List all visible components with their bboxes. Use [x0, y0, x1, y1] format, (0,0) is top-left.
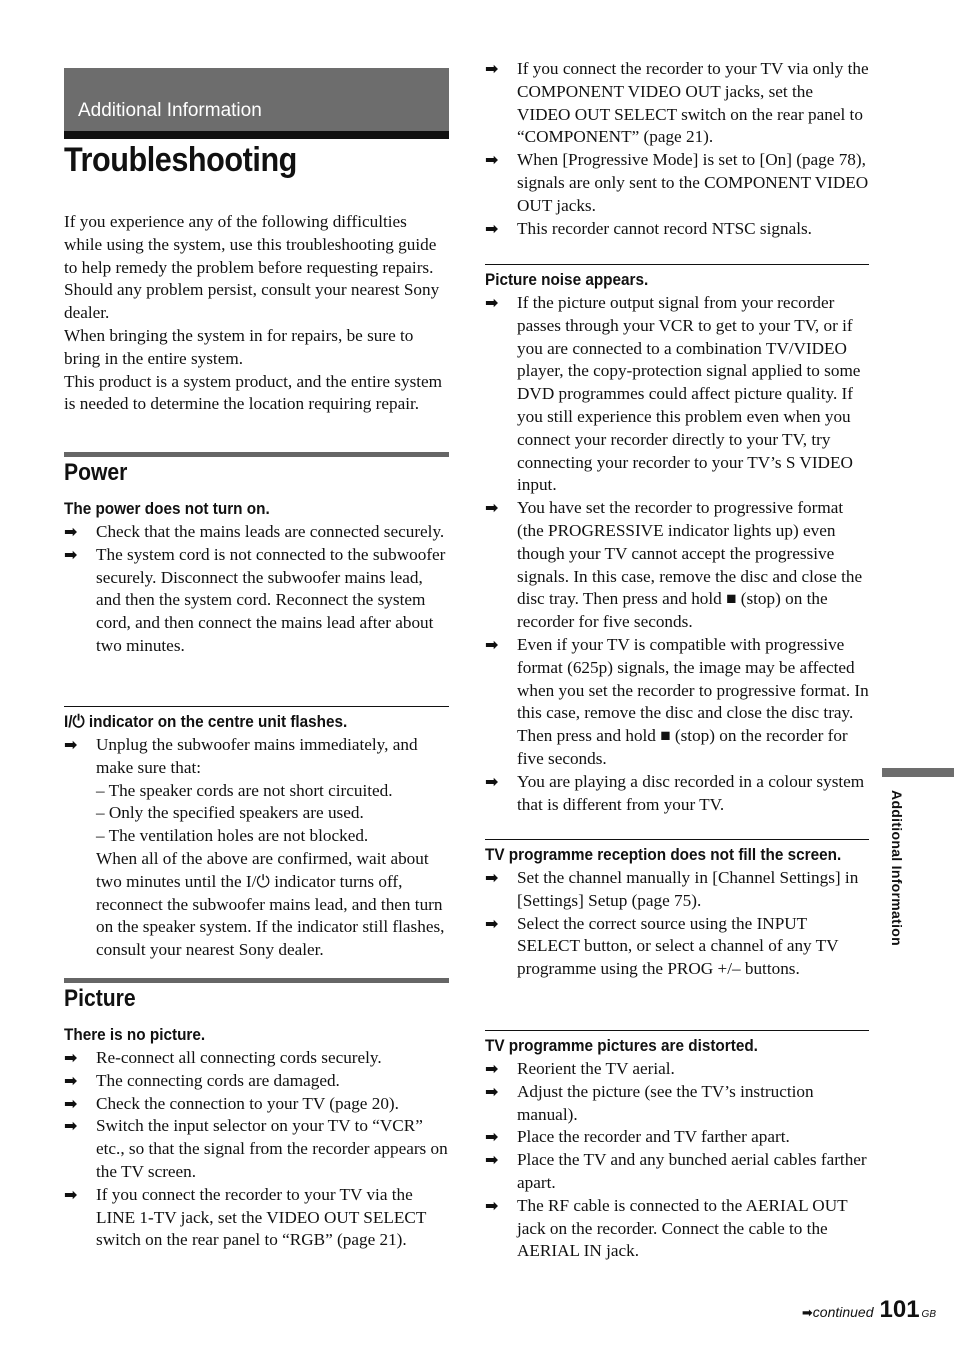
arrow-icon: ➡	[64, 522, 78, 541]
bullet-item: ➡ Place the TV and any bunched aerial cables farther apart.	[485, 1150, 867, 1192]
page-footer	[802, 1296, 936, 1324]
arrow-icon: ➡	[485, 634, 499, 654]
arrow-icon: ➡	[485, 771, 499, 791]
arrow-icon: ➡	[485, 293, 499, 312]
bullet-item: ➡ Check the connection to your TV (page 20).	[64, 1093, 449, 1116]
bullet-item: ➡ If you connect the recorder to your TV via only the COMPONENT VIDEO OUT jacks, set the VIDEO OUT SELECT switch on the rear panel to “COMPONENT” (page 21).	[485, 59, 869, 147]
bullet-item: ➡ Reorient the TV aerial.	[485, 1058, 869, 1081]
issue-title: Picture noise appears.	[485, 270, 649, 289]
bullet-item: ➡ You are playing a disc recorded in a colour system that is different from your TV.	[485, 771, 865, 814]
picture-issue-no-picture	[64, 1023, 449, 1252]
follow-up-text: When all of the above are confirmed, wait about two minutes until the I/⏻ indicator turns off, reconnect the subwoofer mains lead, and then turn on the speaker system. If the indicator still flashes, consult your nearest Sony dealer.	[96, 848, 445, 960]
side-tab-label: Additional Information	[889, 790, 905, 946]
arrow-icon: ➡	[485, 498, 499, 518]
intro-paragraph: If you experience any of the following difficulties while using the system, use this troubleshooting guide to help remedy the problem before requesting repairs. Should any problem persist, consult your nearest Sony dealer.	[64, 212, 440, 323]
power-heading-text: Power	[64, 459, 128, 486]
arrow-icon: ➡	[801, 1306, 813, 1321]
bullet-item: ➡ If the picture output signal from your recorder passes through your VCR to get to your TV, or if you are connected to a combination TV/VIDEO player, the copy-protection signal applied to some DVD programmes could affect picture quality. If you still experience this problem even when you connect your recorder directly to your TV, try connecting your recorder to your TV’s S VIDEO input.	[485, 293, 861, 495]
arrow-icon: ➡	[485, 1195, 499, 1215]
arrow-icon: ➡	[485, 868, 499, 887]
dash-item: – The ventilation holes are not blocked.	[96, 826, 369, 846]
picture-issue-no-picture-cont	[485, 58, 869, 240]
intro-paragraph: This product is a system product, and the entire system is needed to determine the location requiring repair.	[64, 371, 443, 414]
arrow-icon: ➡	[64, 735, 78, 754]
issue-title: The power does not turn on.	[64, 499, 270, 518]
bullet-item: ➡ Switch the input selector on your TV to “VCR” etc., so that the signal from the recorder appears on the TV screen.	[64, 1116, 448, 1181]
bullet-item: ➡ If you connect the recorder to your TV via the LINE 1-TV jack, set the VIDEO OUT SELECT switch on the rear panel to “RGB” (page 21).	[64, 1184, 427, 1250]
arrow-icon: ➡	[64, 1070, 78, 1090]
power-heading	[64, 452, 449, 487]
dash-item: – Only the specified speakers are used.	[96, 803, 364, 823]
bullet-item: ➡ Even if your TV is compatible with progressive format (625p) signals, the image may be affected when you set the recorder to progressive format. In this case, remove the disc and close the disc tray. Then press and hold ■ (stop) on the recorder for five seconds.	[485, 634, 869, 768]
bullet-item: ➡ This recorder cannot record NTSC signals.	[485, 218, 869, 241]
continued-label: continued	[812, 1304, 874, 1320]
issue-title: I/⏻ indicator on the centre unit flashes.	[64, 712, 348, 731]
arrow-icon: ➡	[485, 913, 499, 933]
arrow-icon: ➡	[64, 544, 78, 564]
picture-issue-noise	[485, 264, 869, 816]
bullet-item: ➡ Set the channel manually in [Channel Settings] in [Settings] Setup (page 75).	[485, 868, 859, 910]
page-suffix: GB	[921, 1309, 936, 1320]
page-number: 101	[879, 1296, 920, 1323]
bullet-item: ➡ Select the correct source using the INPUT SELECT button, or select a channel of any TV programme using the PROG +/– buttons.	[485, 913, 839, 979]
arrow-icon: ➡	[485, 1150, 499, 1170]
section-banner	[64, 68, 449, 139]
arrow-icon: ➡	[485, 1081, 499, 1101]
arrow-icon: ➡	[64, 1116, 78, 1136]
arrow-icon: ➡	[485, 218, 499, 238]
dash-item: – The speaker cords are not short circuited.	[96, 780, 393, 800]
bullet-item: ➡ Adjust the picture (see the TV’s instruction manual).	[485, 1081, 814, 1124]
arrow-icon: ➡	[485, 59, 499, 78]
bullet-item: ➡ The system cord is not connected to the subwoofer securely. Disconnect the subwoofer mains lead, and then the system cord. Reconnect the system cord, and then connect the mains lead after about two minutes.	[64, 544, 446, 655]
bullet-item: ➡ You have set the recorder to progressive format (the PROGRESSIVE indicator lights up) even though your TV cannot accept the progressive signals. In this case, remove the disc and close the disc tray. Then press and hold ■ (stop) on the recorder for five seconds.	[485, 498, 863, 632]
bullet-item: ➡ Place the recorder and TV farther apart.	[485, 1126, 869, 1149]
issue-title: There is no picture.	[64, 1025, 206, 1044]
intro	[64, 211, 449, 416]
page-title: Troubleshooting	[64, 141, 297, 179]
side-tab	[882, 768, 954, 777]
picture-issue-distorted	[485, 1030, 869, 1263]
picture-issue-reception	[485, 839, 869, 981]
power-issue-indicator	[64, 706, 449, 962]
bullet-item: ➡ Check that the mains leads are connected securely.	[64, 521, 449, 544]
section-label: Additional Information	[78, 100, 262, 121]
arrow-icon: ➡	[485, 1059, 499, 1078]
arrow-icon: ➡	[64, 1048, 78, 1067]
picture-heading	[64, 978, 449, 1013]
arrow-icon: ➡	[64, 1093, 78, 1113]
arrow-icon: ➡	[485, 1127, 499, 1147]
power-issue-no-power	[64, 497, 449, 658]
arrow-icon: ➡	[485, 150, 499, 170]
issue-title: TV programme reception does not fill the screen.	[485, 845, 842, 864]
bullet-item: ➡ When [Progressive Mode] is set to [On] (page 78), signals are only sent to the COMPONENT VIDEO OUT jacks.	[485, 150, 869, 215]
intro-paragraph: When bringing the system in for repairs, be sure to bring in the entire system.	[64, 325, 414, 368]
picture-heading-text: Picture	[64, 985, 136, 1012]
bullet-item: ➡ Re-connect all connecting cords securely.	[64, 1047, 449, 1070]
bullet-item: ➡ The connecting cords are damaged.	[64, 1070, 449, 1093]
arrow-icon: ➡	[64, 1184, 78, 1204]
issue-title: TV programme pictures are distorted.	[485, 1036, 758, 1055]
bullet-item: ➡ The RF cable is connected to the AERIAL OUT jack on the recorder. Connect the cable to the AERIAL IN jack.	[485, 1195, 848, 1261]
bullet-item: ➡ Unplug the subwoofer mains immediately, and make sure that:	[64, 735, 418, 777]
